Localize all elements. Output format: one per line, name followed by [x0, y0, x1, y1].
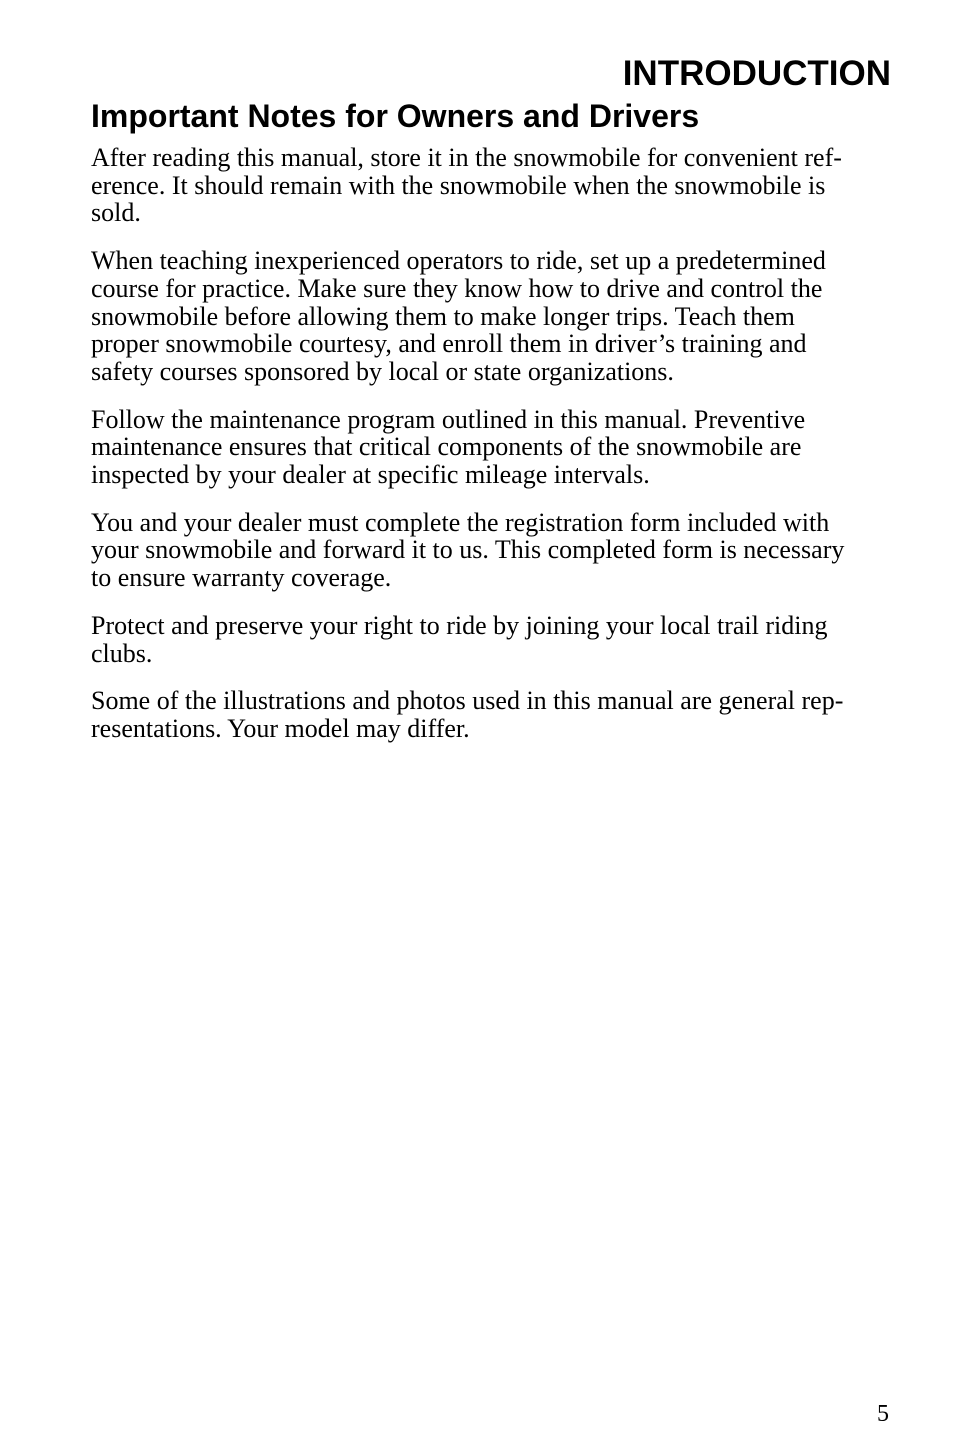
paragraph-line: You and your dealer must complete the registration form included with [91, 507, 830, 537]
paragraph-trail-clubs [91, 612, 891, 667]
paragraph-line: sold. [91, 198, 141, 228]
paragraph-line: When teaching inexperienced operators to ride, set up a predetermined [91, 246, 826, 276]
paragraph-illustrations [91, 687, 891, 742]
paragraph-line: safety courses sponsored by local or state organizations. [91, 356, 674, 386]
paragraph-line: resentations. Your model may differ. [91, 713, 470, 743]
paragraph-line: course for practice. Make sure they know how to drive and control the [91, 273, 823, 303]
section-title: INTRODUCTION [622, 54, 891, 93]
paragraph-line: to ensure warranty coverage. [91, 563, 392, 593]
paragraph-line: Some of the illustrations and photos used in this manual are general rep- [91, 686, 844, 716]
paragraph-line: Protect and preserve your right to ride by joining your local trail riding [91, 610, 828, 640]
paragraph-teaching [91, 247, 891, 386]
paragraph-registration [91, 509, 891, 592]
paragraph-maintenance [91, 406, 891, 489]
paragraph-line: Follow the maintenance program outlined in this manual. Preventive [91, 404, 806, 434]
paragraph-line: After reading this manual, store it in the snowmobile for convenient ref- [91, 143, 842, 172]
paragraph-line: erence. It should remain with the snowmobile when the snowmobile is [91, 170, 826, 200]
manual-page [91, 52, 891, 763]
paragraph-line: your snowmobile and forward it to us. This completed form is necessary [91, 535, 845, 565]
paragraph-line: clubs. [91, 638, 153, 668]
paragraph-line: maintenance ensures that critical components of the snowmobile are [91, 432, 802, 462]
paragraph-line: inspected by your dealer at specific mileage intervals. [91, 460, 650, 490]
page-heading: Important Notes for Owners and Drivers [91, 98, 700, 134]
paragraph-line: snowmobile before allowing them to make longer trips. Teach them [91, 301, 795, 331]
paragraph-storage [91, 144, 891, 227]
page-number: 5 [877, 1401, 889, 1427]
paragraph-line: proper snowmobile courtesy, and enroll them in driver’s training and [91, 329, 807, 359]
